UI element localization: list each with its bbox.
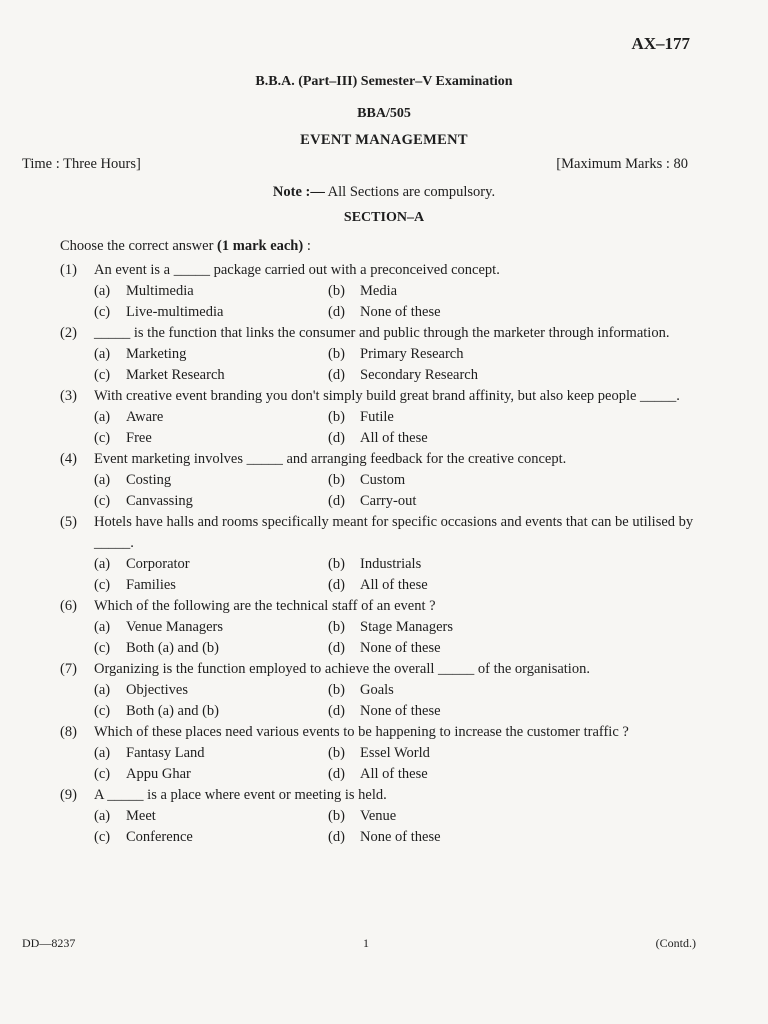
answer-option — [94, 701, 219, 722]
option-label: (c) — [94, 577, 111, 593]
question-number: (4) — [60, 451, 77, 467]
question-item — [0, 596, 768, 659]
option-label: (d) — [328, 766, 345, 782]
question-text: With creative event branding you don't simply build great brand affinity, but also keep people _____. — [94, 388, 680, 404]
question-text: An event is a _____ package carried out with a preconceived concept. — [94, 262, 500, 278]
option-text: Futile — [360, 409, 394, 425]
question-number: (6) — [60, 598, 77, 614]
answer-option — [94, 554, 190, 575]
answer-option — [328, 554, 421, 575]
option-text: Custom — [360, 472, 406, 488]
option-text: Corporator — [126, 556, 190, 572]
option-label: (b) — [328, 283, 345, 299]
answer-option — [328, 701, 441, 722]
answer-option — [94, 470, 171, 491]
option-label: (d) — [328, 829, 345, 845]
option-text: None of these — [360, 703, 441, 719]
question-number: (1) — [60, 262, 77, 278]
option-label: (d) — [328, 367, 345, 383]
option-label: (c) — [94, 640, 111, 656]
subject-title: EVENT MANAGEMENT — [300, 132, 468, 148]
answer-option — [328, 407, 394, 428]
instruction — [60, 238, 311, 255]
option-label: (a) — [94, 808, 111, 824]
question-text: Organizing is the function employed to achieve the overall _____ of the organisation. — [94, 661, 590, 677]
option-text: Meet — [126, 808, 156, 824]
question-text: Which of the following are the technical staff of an event ? — [94, 598, 436, 614]
option-label: (b) — [328, 619, 345, 635]
section-heading: SECTION–A — [343, 210, 425, 225]
option-grid — [0, 344, 768, 386]
answer-option — [328, 491, 416, 512]
exam-title: B.B.A. (Part–III) Semester–V Examination — [255, 74, 513, 89]
option-grid — [0, 806, 768, 848]
option-label: (c) — [94, 766, 111, 782]
answer-option — [94, 617, 223, 638]
option-text: Aware — [126, 409, 164, 425]
option-text: Essel World — [360, 745, 430, 761]
option-label: (b) — [328, 472, 345, 488]
option-text: Carry-out — [360, 493, 417, 509]
question-text: _____ is the function that links the consumer and public through the marketer through information. — [94, 325, 670, 341]
paper-number: BBA/505 — [357, 106, 411, 121]
answer-option — [328, 806, 396, 827]
note — [0, 184, 768, 201]
option-label: (a) — [94, 682, 111, 698]
option-text: Goals — [360, 682, 394, 698]
question-item — [0, 722, 768, 785]
question-list — [0, 260, 768, 848]
time-marks-row — [22, 156, 688, 173]
option-grid — [0, 680, 768, 722]
answer-option — [328, 470, 405, 491]
question-text: A _____ is a place where event or meeting is held. — [94, 787, 387, 803]
question-item — [0, 785, 768, 848]
option-label: (a) — [94, 556, 111, 572]
question-item — [0, 659, 768, 722]
answer-option — [94, 806, 156, 827]
option-grid — [0, 407, 768, 449]
option-text: Secondary Research — [360, 367, 478, 383]
answer-option — [94, 407, 163, 428]
answer-option — [328, 764, 428, 785]
option-text: Costing — [126, 472, 172, 488]
option-text: All of these — [360, 766, 428, 782]
option-label: (a) — [94, 745, 111, 761]
option-text: Both (a) and (b) — [126, 640, 220, 656]
option-label: (c) — [94, 430, 111, 446]
question-item — [0, 323, 768, 386]
note-text: All Sections are compulsory. — [324, 184, 496, 200]
max-marks-label: [Maximum Marks : 80 — [556, 156, 688, 172]
option-label: (b) — [328, 682, 345, 698]
option-text: None of these — [360, 640, 441, 656]
question-number: (7) — [60, 661, 77, 677]
question-number: (3) — [60, 388, 77, 404]
footer-code: DD—8237 — [22, 936, 76, 950]
option-label: (a) — [94, 409, 111, 425]
option-label: (b) — [328, 745, 345, 761]
option-text: All of these — [360, 430, 428, 446]
option-label: (a) — [94, 283, 111, 299]
question-number: (2) — [60, 325, 77, 341]
option-text: Free — [126, 430, 152, 446]
option-text: Canvassing — [126, 493, 193, 509]
answer-option — [94, 365, 225, 386]
option-text: Fantasy Land — [126, 745, 205, 761]
answer-option — [328, 827, 441, 848]
option-text: Media — [360, 283, 398, 299]
option-label: (b) — [328, 556, 345, 572]
question-text: Which of these places need various events to be happening to increase the customer traffic ? — [94, 724, 629, 740]
answer-option — [328, 428, 428, 449]
option-grid — [0, 470, 768, 512]
answer-option — [328, 365, 478, 386]
question-number: (5) — [60, 514, 77, 530]
answer-option — [94, 302, 223, 323]
option-text: None of these — [360, 304, 441, 320]
option-label: (b) — [328, 808, 345, 824]
option-text: Market Research — [126, 367, 225, 383]
option-text: Industrials — [360, 556, 422, 572]
answer-option — [328, 302, 441, 323]
option-label: (c) — [94, 367, 111, 383]
option-label: (d) — [328, 640, 345, 656]
option-label: (b) — [328, 409, 345, 425]
question-number: (8) — [60, 724, 77, 740]
option-text: None of these — [360, 829, 441, 845]
instruction-bold: (1 mark each) — [217, 238, 304, 254]
answer-option — [94, 743, 205, 764]
option-grid — [0, 554, 768, 596]
option-text: Families — [126, 577, 176, 593]
option-label: (b) — [328, 346, 345, 362]
paper-code: AX–177 — [631, 34, 690, 53]
question-item — [0, 386, 768, 449]
option-label: (d) — [328, 304, 345, 320]
answer-option — [94, 638, 219, 659]
question-item — [0, 449, 768, 512]
option-text: Venue Managers — [126, 619, 224, 635]
question-item — [0, 260, 768, 323]
note-label: Note :— — [272, 184, 325, 200]
option-label: (d) — [328, 703, 345, 719]
question-item — [0, 512, 768, 596]
option-text: Objectives — [126, 682, 189, 698]
answer-option — [94, 680, 188, 701]
page-number: 1 — [363, 936, 369, 950]
option-text: Stage Managers — [360, 619, 454, 635]
answer-option — [328, 575, 428, 596]
question-number: (9) — [60, 787, 77, 803]
option-text: Marketing — [126, 346, 187, 362]
option-text: Both (a) and (b) — [126, 703, 220, 719]
option-grid — [0, 743, 768, 785]
instruction-pre: Choose the correct answer — [60, 238, 218, 254]
option-text: Multimedia — [126, 283, 194, 299]
continued-label: (Contd.) — [655, 936, 696, 950]
time-label: Time : Three Hours] — [22, 156, 141, 172]
answer-option — [94, 491, 193, 512]
option-label: (c) — [94, 829, 111, 845]
option-text: Venue — [360, 808, 397, 824]
option-text: Live-multimedia — [126, 304, 224, 320]
option-grid — [0, 617, 768, 659]
option-label: (c) — [94, 493, 111, 509]
option-label: (a) — [94, 472, 111, 488]
answer-option — [94, 281, 194, 302]
answer-option — [94, 344, 186, 365]
option-grid — [0, 281, 768, 323]
answer-option — [328, 281, 397, 302]
option-label: (a) — [94, 346, 111, 362]
option-text: Primary Research — [360, 346, 464, 362]
answer-option — [328, 344, 463, 365]
option-label: (d) — [328, 493, 345, 509]
option-label: (c) — [94, 703, 111, 719]
answer-option — [94, 827, 193, 848]
instruction-post: : — [303, 238, 311, 254]
answer-option — [328, 680, 394, 701]
answer-option — [94, 428, 152, 449]
question-text: Hotels have halls and rooms specifically meant for specific occasions and events that can be utilised by _____. — [94, 514, 694, 551]
answer-option — [94, 575, 176, 596]
option-label: (a) — [94, 619, 111, 635]
option-label: (c) — [94, 304, 111, 320]
option-label: (d) — [328, 577, 345, 593]
option-text: Conference — [126, 829, 193, 845]
answer-option — [328, 617, 453, 638]
option-label: (d) — [328, 430, 345, 446]
answer-option — [328, 743, 430, 764]
answer-option — [328, 638, 441, 659]
option-text: All of these — [360, 577, 428, 593]
option-text: Appu Ghar — [126, 766, 191, 782]
question-text: Event marketing involves _____ and arranging feedback for the creative concept. — [94, 451, 567, 467]
answer-option — [94, 764, 191, 785]
